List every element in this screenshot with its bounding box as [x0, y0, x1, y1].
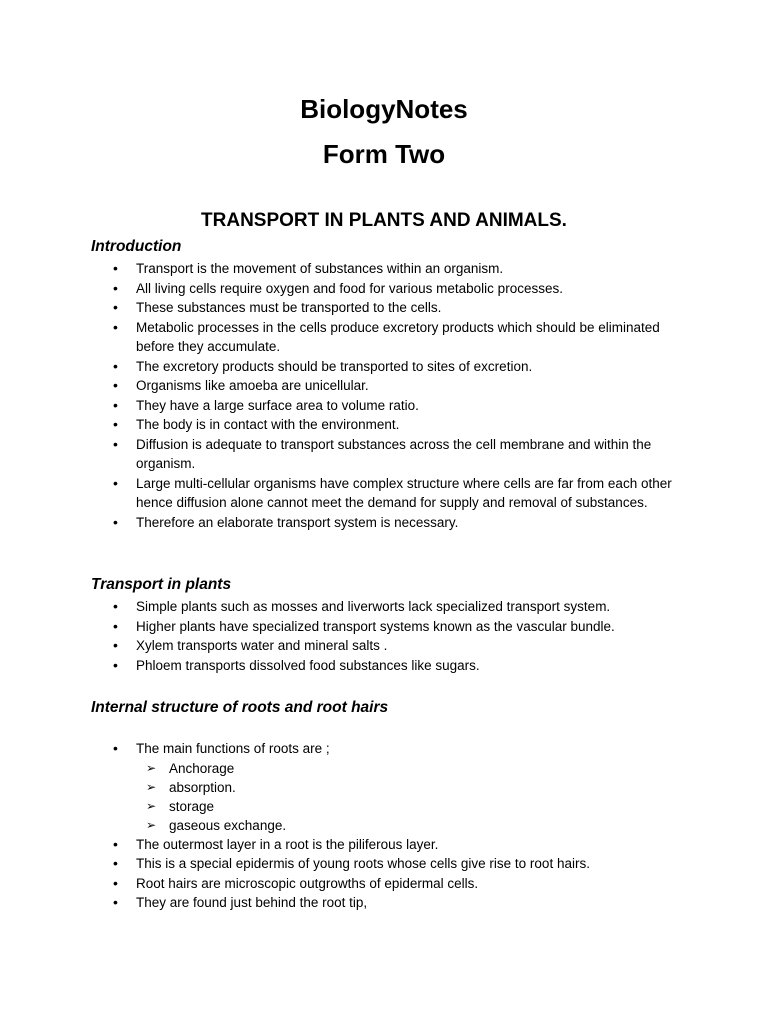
functions-sublist	[136, 759, 688, 835]
list-item: • Organisms like amoeba are unicellular.	[108, 376, 688, 396]
introduction-heading: Introduction	[91, 238, 182, 255]
list-item: • Root hairs are microscopic outgrowths of epidermal cells.	[108, 874, 688, 894]
introduction-list	[108, 259, 688, 532]
sublist-item: ➢ storage	[136, 797, 688, 816]
list-item: • This is a special epidermis of young roots whose cells give rise to root hairs.	[108, 854, 688, 874]
list-item: • Large multi-cellular organisms have complex structure where cells are far from each other hence diffusion alone cannot meet the demand for supply and removal of substances.	[108, 474, 688, 513]
sublist-item: ➢ absorption.	[136, 778, 688, 797]
functions-intro: The main functions of roots are ;	[136, 741, 330, 756]
list-item: • The excretory products should be transported to sites of excretion.	[108, 357, 688, 377]
list-item: • Metabolic processes in the cells produce excretory products which should be eliminated before they accumulate.	[108, 318, 688, 357]
list-item: • Phloem transports dissolved food substances like sugars.	[108, 656, 688, 676]
list-item: • Diffusion is adequate to transport substances across the cell membrane and within the organism.	[108, 435, 688, 474]
list-item: • Higher plants have specialized transport systems known as the vascular bundle.	[108, 617, 688, 637]
sublist-item: ➢ Anchorage	[136, 759, 688, 778]
main-heading: TRANSPORT IN PLANTS AND ANIMALS.	[201, 210, 567, 231]
sublist-item: ➢ gaseous exchange.	[136, 816, 688, 835]
transport-plants-list	[108, 597, 688, 675]
list-item: • Xylem transports water and mineral salts .	[108, 636, 688, 656]
list-item: • These substances must be transported to the cells.	[108, 298, 688, 318]
list-item: • They have a large surface area to volume ratio.	[108, 396, 688, 416]
doc-title: BiologyNotes	[300, 94, 468, 124]
list-item: • Transport is the movement of substances within an organism.	[108, 259, 688, 279]
list-item: • The outermost layer in a root is the piliferous layer.	[108, 835, 688, 855]
list-item: • All living cells require oxygen and food for various metabolic processes.	[108, 279, 688, 299]
roots-list	[108, 739, 688, 913]
roots-heading: Internal structure of roots and root hairs	[91, 699, 389, 716]
list-item: • Therefore an elaborate transport system is necessary.	[108, 513, 688, 533]
list-item: • They are found just behind the root tip,	[108, 893, 688, 913]
list-item: • The body is in contact with the environment.	[108, 415, 688, 435]
doc-subtitle: Form Two	[322, 139, 446, 169]
list-item: • Simple plants such as mosses and liverworts lack specialized transport system.	[108, 597, 688, 617]
transport-plants-heading: Transport in plants	[91, 576, 232, 593]
list-item	[108, 739, 688, 835]
